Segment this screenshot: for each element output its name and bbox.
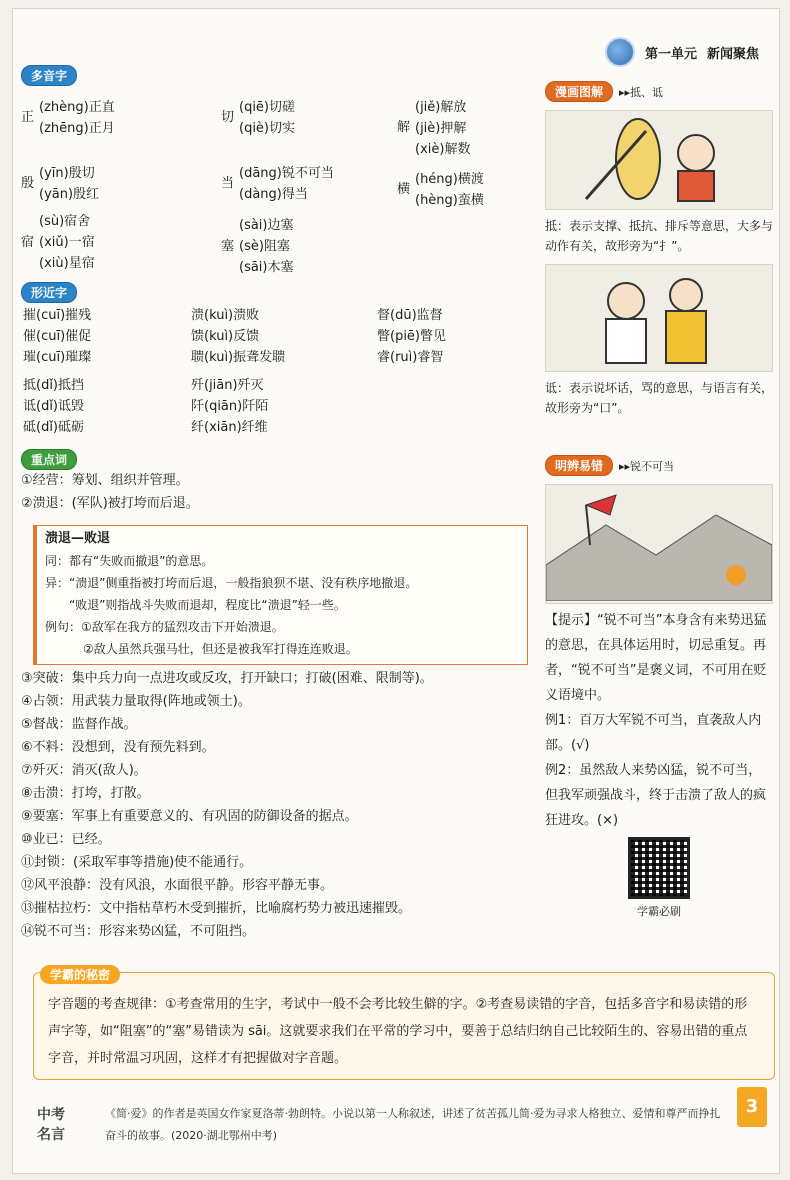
similar-line: 纤(xiān)纤维 <box>191 420 268 435</box>
keyword-item: ⑬摧枯拉朽：文中指枯草朽木受到摧折，比喻腐朽势力被迅速摧毁。 <box>21 901 412 916</box>
compare-title: 溃退—败退 <box>45 531 111 546</box>
similar-line: 砥(dǐ)砥砺 <box>23 420 85 435</box>
polyphone-line: (dāng)锐不可当 <box>239 166 334 181</box>
page-number: 3 <box>737 1087 767 1127</box>
polyphone-line: (zhèng)正直 <box>39 100 115 115</box>
polyphone-line: (yān)殷红 <box>39 187 100 202</box>
compare-same: 同：都有“失败而撤退”的意思。 <box>45 554 214 568</box>
polyphone-char: 横 <box>397 182 411 197</box>
section-tag-keywords: 重点词 <box>21 449 77 470</box>
keyword-item: ⑩业已：已经。 <box>21 832 111 847</box>
comic-panel <box>545 81 773 418</box>
footer-quote: 《简·爱》的作者是英国女作家夏洛蒂·勃朗特。小说以第一人称叙述，讲述了贫苦孤儿简·爱为寻求人格独立、爱情和尊严而挣扎奋斗的故事。(2020·湖北鄂州中考) <box>105 1107 721 1142</box>
distinguish-tip: 【提示】“锐不可当”本身含有来势迅猛的意思，在具体运用时，切忌重复。再者，“锐不可当”是褒义词，不可用在贬义语境中。 <box>545 613 767 703</box>
secret-text: 字音题的考查规律：①考查常用的生字，考试中一般不会考比较生僻的字。②考查易读错的字音，包括多音字和易读错的形声字等，如“阻塞”的“塞”易错读为 sāi。这就要求我们在平常的学习中，要善于总结归纳自己比较陌生的、容易出错的重点字音，并时常温习巩固，这样才有把握做对字音题。 <box>48 997 748 1066</box>
polyphone-line: (yīn)殷切 <box>39 166 95 181</box>
keyword-item: ⑭锐不可当：形容来势凶猛，不可阻挡。 <box>21 924 256 939</box>
section-tag-comic: 漫画图解 <box>545 81 613 102</box>
polyphone-char: 正 <box>21 110 35 125</box>
keyword-item: ⑦歼灭：消灭(敌人)。 <box>21 763 147 778</box>
footer-label-1: 中考 <box>37 1107 65 1123</box>
similar-line: 睿(ruì)睿智 <box>377 350 444 365</box>
comic-text-1: 抵：表示支撑、抵抗、排斥等意思，大多与动作有关，故形旁为“扌”。 <box>545 219 774 253</box>
polyphone-char: 殷 <box>21 176 35 191</box>
keyword-item: ⑨要塞：军事上有重要意义的、有巩固的防御设备的据点。 <box>21 809 358 824</box>
polyphone-line: (qiē)切磋 <box>239 100 296 115</box>
section-tag-distinguish: 明辨易错 <box>545 455 613 476</box>
polyphone-line: (qiè)切实 <box>239 121 296 136</box>
polyphone-line: (zhēng)正月 <box>39 121 115 136</box>
section-tag-polyphone: 多音字 <box>21 65 77 86</box>
distinguish-label: ▸▸锐不可当 <box>619 459 675 473</box>
keyword-list-top <box>21 469 521 515</box>
polyphone-line: (xiù)星宿 <box>39 256 95 271</box>
footer-label <box>37 1105 65 1145</box>
unit-title: 新闻聚焦 <box>706 46 759 62</box>
keyword-item: ③突破：集中兵力向一点进攻或反攻，打开缺口；打破(困难、限制等)。 <box>21 671 433 686</box>
similar-line: 溃(kuì)溃败 <box>191 308 260 323</box>
keyword-item: ⑧击溃：打垮，打散。 <box>21 786 150 801</box>
polyphone-line: (jiè)押解 <box>415 121 467 136</box>
keyword-item: ⑤督战：监督作战。 <box>21 717 137 732</box>
compare-example: 例句：①敌军在我方的猛烈攻击下开始溃退。 <box>45 620 284 634</box>
polyphone-line: (xiè)解数 <box>415 142 471 157</box>
polyphone-line: (dàng)得当 <box>239 187 308 202</box>
comic-illustration-1 <box>545 110 773 210</box>
similar-line: 催(cuī)催促 <box>23 329 92 344</box>
distinguish-example-2: 例2：虽然敌人来势凶猛，锐不可当，但我军顽强战斗，终于击溃了敌人的疯狂进攻。(×) <box>545 763 767 828</box>
polyphone-line: (xiǔ)一宿 <box>39 235 95 250</box>
polyphone-line: (sù)宿舍 <box>39 214 91 229</box>
qr-caption: 学霸必刷 <box>637 905 681 918</box>
polyphone-line: (sè)阻塞 <box>239 239 290 254</box>
polyphone-char: 当 <box>221 176 235 191</box>
shield-figure-icon <box>546 111 772 207</box>
section-tag-secret: 学霸的秘密 <box>40 965 120 984</box>
compare-box <box>33 525 528 665</box>
polyphone-line: (sāi)木塞 <box>239 260 294 275</box>
polyphone-line: (jiě)解放 <box>415 100 467 115</box>
comic-text-2: 诋：表示说坏话，骂的意思，与语言有关，故形旁为“口”。 <box>545 381 774 415</box>
keyword-list-rest <box>21 667 536 943</box>
footer <box>27 1096 777 1163</box>
unit-badge-icon <box>605 37 635 67</box>
polyphone-line: (héng)横渡 <box>415 172 484 187</box>
compare-diff-2: “败退”则指战斗失败而退却，程度比“溃退”轻一些。 <box>69 598 346 612</box>
keyword-item: ②溃退：(军队)被打垮而后退。 <box>21 496 199 511</box>
polyphone-char: 切 <box>221 110 235 125</box>
similar-line: 璀(cuī)璀璨 <box>23 350 92 365</box>
similar-line: 抵(dǐ)抵挡 <box>23 378 85 393</box>
similar-line: 聩(kuì)振聋发聩 <box>191 350 286 365</box>
arguing-figures-icon <box>546 265 772 369</box>
comic-illustration-2 <box>545 264 773 372</box>
section-tag-similar: 形近字 <box>21 282 77 303</box>
similar-line: 馈(kuì)反馈 <box>191 329 260 344</box>
keyword-item: ④占领：用武装力量取得(阵地或领土)。 <box>21 694 251 709</box>
distinguish-panel <box>545 455 773 919</box>
similar-line: 诋(dǐ)诋毁 <box>23 399 85 414</box>
polyphone-char: 塞 <box>221 239 235 254</box>
polyphone-char: 解 <box>397 120 411 135</box>
page <box>12 8 780 1174</box>
unit-label: 第一单元 <box>644 46 697 62</box>
page-header <box>605 39 759 65</box>
keyword-item: ①经营：筹划、组织并管理。 <box>21 473 189 488</box>
keyword-item: ⑪封锁：(采取军事等措施)使不能通行。 <box>21 855 253 870</box>
similar-line: 督(dū)监督 <box>377 308 443 323</box>
similar-line: 摧(cuī)摧残 <box>23 308 92 323</box>
distinguish-example-1: 例1：百万大军锐不可当，直袭敌人内部。(√) <box>545 713 762 753</box>
secret-box <box>33 968 775 1080</box>
polyphone-line: (sài)边塞 <box>239 218 294 233</box>
qr-code[interactable] <box>628 837 690 899</box>
similar-line: 阡(qiān)阡陌 <box>191 399 269 414</box>
battle-illustration <box>545 484 773 604</box>
similar-line: 歼(jiān)歼灭 <box>191 378 264 393</box>
keyword-item: ⑥不料：没想到，没有预先料到。 <box>21 740 215 755</box>
compare-example-2: ②敌人虽然兵强马壮，但还是被我军打得连连败退。 <box>83 642 358 656</box>
similar-line: 瞥(piē)瞥见 <box>377 329 447 344</box>
compare-diff: 异：“溃退”侧重指被打垮而后退，一般指狼狈不堪、没有秩序地撤退。 <box>45 576 418 590</box>
keyword-item: ⑫风平浪静：没有风浪，水面很平静。形容平静无事。 <box>21 878 334 893</box>
battle-scene-icon <box>546 485 772 601</box>
polyphone-char: 宿 <box>21 235 35 250</box>
footer-label-2: 名言 <box>37 1127 65 1143</box>
comic-label: ▸▸抵、诋 <box>619 85 664 99</box>
polyphone-line: (hèng)蛮横 <box>415 193 484 208</box>
